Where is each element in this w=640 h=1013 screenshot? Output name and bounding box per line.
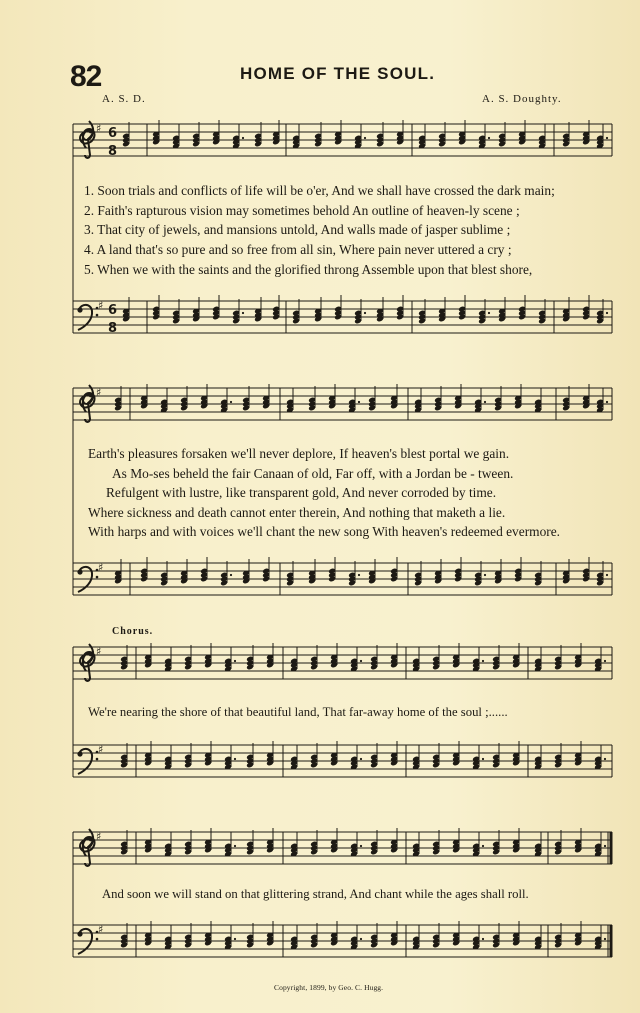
music-note <box>262 557 270 582</box>
music-note <box>472 925 484 950</box>
music-note <box>594 925 606 950</box>
music-note <box>184 743 192 768</box>
music-note <box>120 830 128 855</box>
music-note <box>314 122 322 147</box>
lyric-line: Where sickness and death cannot enter therein, And nothing that maketh a lie. <box>88 504 506 520</box>
chorus-lyric-line-2: And soon we will stand on that glittering strand, And chant while the ages shall roll. <box>102 887 529 901</box>
treble-clef-icon <box>80 829 95 866</box>
lyric-line: Earth's pleasures forsaken we'll never deplore, If heaven's blest portal we gain. <box>88 446 510 461</box>
music-note <box>474 388 486 413</box>
svg-text:♯: ♯ <box>98 743 104 756</box>
music-note <box>594 745 606 770</box>
music-note <box>180 386 188 411</box>
music-note <box>246 830 254 855</box>
music-note <box>534 745 542 770</box>
svg-text:♯: ♯ <box>96 386 102 399</box>
music-note <box>246 645 254 670</box>
music-note <box>370 743 378 768</box>
music-note <box>328 557 336 582</box>
lyric-line: 2. Faith's rapturous vision may sometimes behold An outline of heaven-ly scene ; <box>84 202 520 218</box>
music-note <box>350 832 362 857</box>
lyric-line: 4. A land that's so pure and so free from all sin, Where pain never uttered a cry ; <box>84 242 512 258</box>
music-note <box>224 647 236 672</box>
music-note <box>596 388 608 413</box>
lyric-line: With harps and with voices we'll chant the new song With heaven's redeemed evermore. <box>88 524 561 539</box>
music-note <box>438 122 446 147</box>
music-note <box>412 925 420 950</box>
music-note <box>172 299 180 324</box>
music-note <box>164 647 172 672</box>
music-note <box>160 561 168 586</box>
music-note <box>534 925 542 950</box>
lyric-line: 3. That city of jewels, and mansions untold, And walls made of jasper sublime ; <box>84 222 511 238</box>
music-note <box>350 647 362 672</box>
music-note <box>518 295 526 320</box>
music-note <box>554 743 562 768</box>
music-note <box>120 645 128 670</box>
music-note <box>434 386 442 411</box>
music-note <box>478 124 490 149</box>
music-note <box>164 745 172 770</box>
music-note <box>472 832 484 857</box>
treble-clef-icon <box>80 644 95 681</box>
music-note <box>582 295 590 320</box>
music-note <box>290 832 298 857</box>
lyric-line: 1. Soon trials and conflicts of life will be o'er, And we shall have crossed the dark main; <box>84 183 555 198</box>
music-note <box>348 388 360 413</box>
music-note <box>418 299 426 324</box>
svg-text:♯: ♯ <box>98 923 104 936</box>
music-note <box>242 386 250 411</box>
stanza-lyrics-first-half <box>84 181 614 280</box>
music-note <box>354 124 366 149</box>
music-note <box>334 295 342 320</box>
music-note <box>454 557 462 582</box>
music-note <box>184 645 192 670</box>
music-note <box>370 923 378 948</box>
music-note <box>458 295 466 320</box>
music-note <box>396 295 404 320</box>
music-note <box>122 122 130 147</box>
music-note <box>140 557 148 582</box>
svg-text:8: 8 <box>108 144 118 159</box>
music-note <box>212 295 220 320</box>
music-note <box>514 557 522 582</box>
music-note <box>594 647 606 672</box>
music-note <box>220 561 232 586</box>
music-note <box>432 645 440 670</box>
music-note <box>310 830 318 855</box>
music-note <box>152 295 160 320</box>
music-note <box>596 561 608 586</box>
music-note <box>290 647 298 672</box>
music-note <box>184 923 192 948</box>
music-note <box>246 923 254 948</box>
music-note <box>164 832 172 857</box>
svg-text:6: 6 <box>108 303 118 318</box>
music-note <box>582 557 590 582</box>
music-note <box>354 299 366 324</box>
music-note <box>534 832 542 857</box>
music-note <box>232 299 244 324</box>
music-note <box>432 830 440 855</box>
svg-text:♯: ♯ <box>98 299 104 312</box>
music-note <box>368 386 376 411</box>
music-note <box>232 124 244 149</box>
music-note <box>432 923 440 948</box>
music-note <box>350 925 362 950</box>
music-note <box>120 743 128 768</box>
svg-text:6: 6 <box>108 126 118 141</box>
music-note <box>594 832 606 857</box>
music-note <box>554 645 562 670</box>
music-note <box>494 386 502 411</box>
music-note <box>478 299 490 324</box>
music-note <box>492 645 500 670</box>
lyric-line: 5. When we with the saints and the glorified throng Assemble upon that blest shore, <box>84 261 533 277</box>
music-note <box>164 925 172 950</box>
svg-text:8: 8 <box>108 321 118 336</box>
lyric-line: Refulgent with lustre, like transparent gold, And never corroded by time. <box>106 485 497 500</box>
music-note <box>596 299 608 324</box>
music-note <box>220 388 232 413</box>
treble-clef-icon <box>80 121 95 158</box>
music-note <box>114 386 122 411</box>
music-note <box>224 925 236 950</box>
music-note <box>370 645 378 670</box>
music-note <box>376 122 384 147</box>
chorus-label: Chorus. <box>112 626 154 637</box>
music-note <box>562 122 570 147</box>
hymn-title: HOME OF THE SOUL. <box>240 64 436 83</box>
music-note <box>534 647 542 672</box>
music-note <box>492 743 500 768</box>
music-note <box>286 388 294 413</box>
music-note <box>310 923 318 948</box>
music-note <box>254 122 262 147</box>
stanza-lyrics-second-half <box>88 444 618 542</box>
svg-text:♯: ♯ <box>96 645 102 658</box>
music-note <box>474 561 486 586</box>
music-note <box>310 645 318 670</box>
music-note <box>120 923 128 948</box>
music-note <box>498 122 506 147</box>
music-note <box>414 388 422 413</box>
svg-text:♯: ♯ <box>98 561 104 574</box>
music-note <box>370 830 378 855</box>
music-note <box>432 743 440 768</box>
music-note <box>492 830 500 855</box>
music-note <box>160 388 168 413</box>
music-note <box>472 745 484 770</box>
music-note <box>184 830 192 855</box>
music-note <box>562 386 570 411</box>
music-note <box>272 295 280 320</box>
music-note <box>492 923 500 948</box>
music-note <box>286 561 294 586</box>
music-note <box>290 925 298 950</box>
hymn-number: 82 <box>70 60 102 93</box>
chorus-lyric-line-1: We're nearing the shore of that beautiful land, That far-away home of the soul ;...... <box>88 705 508 719</box>
music-note <box>308 386 316 411</box>
music-note <box>554 830 562 855</box>
music-note <box>310 743 318 768</box>
copyright-notice: Copyright, 1899, by Geo. C. Hugg. <box>274 983 384 992</box>
composer-credit: A. S. Doughty. <box>482 93 562 105</box>
music-note <box>292 124 300 149</box>
music-note <box>224 832 236 857</box>
treble-clef-icon <box>80 385 95 422</box>
music-note <box>172 124 180 149</box>
music-note <box>224 745 236 770</box>
svg-text:♯: ♯ <box>96 830 102 843</box>
music-note <box>596 124 608 149</box>
music-note <box>290 745 298 770</box>
music-note <box>348 561 360 586</box>
music-note <box>472 647 484 672</box>
music-note <box>192 122 200 147</box>
music-note <box>412 647 420 672</box>
music-note <box>390 557 398 582</box>
music-note <box>200 557 208 582</box>
music-note <box>418 124 426 149</box>
music-note <box>538 124 546 149</box>
music-note <box>412 832 420 857</box>
music-note <box>414 561 422 586</box>
lyric-line: As Mo-ses beheld the fair Canaan of old, Far off, with a Jordan be - tween. <box>112 465 514 481</box>
music-note <box>412 745 420 770</box>
music-note <box>554 923 562 948</box>
music-note <box>246 743 254 768</box>
svg-text:♯: ♯ <box>96 122 102 135</box>
music-note <box>538 299 546 324</box>
music-note <box>292 299 300 324</box>
music-note <box>534 388 542 413</box>
author-credit: A. S. D. <box>102 93 146 105</box>
music-note <box>534 561 542 586</box>
music-note <box>350 745 362 770</box>
